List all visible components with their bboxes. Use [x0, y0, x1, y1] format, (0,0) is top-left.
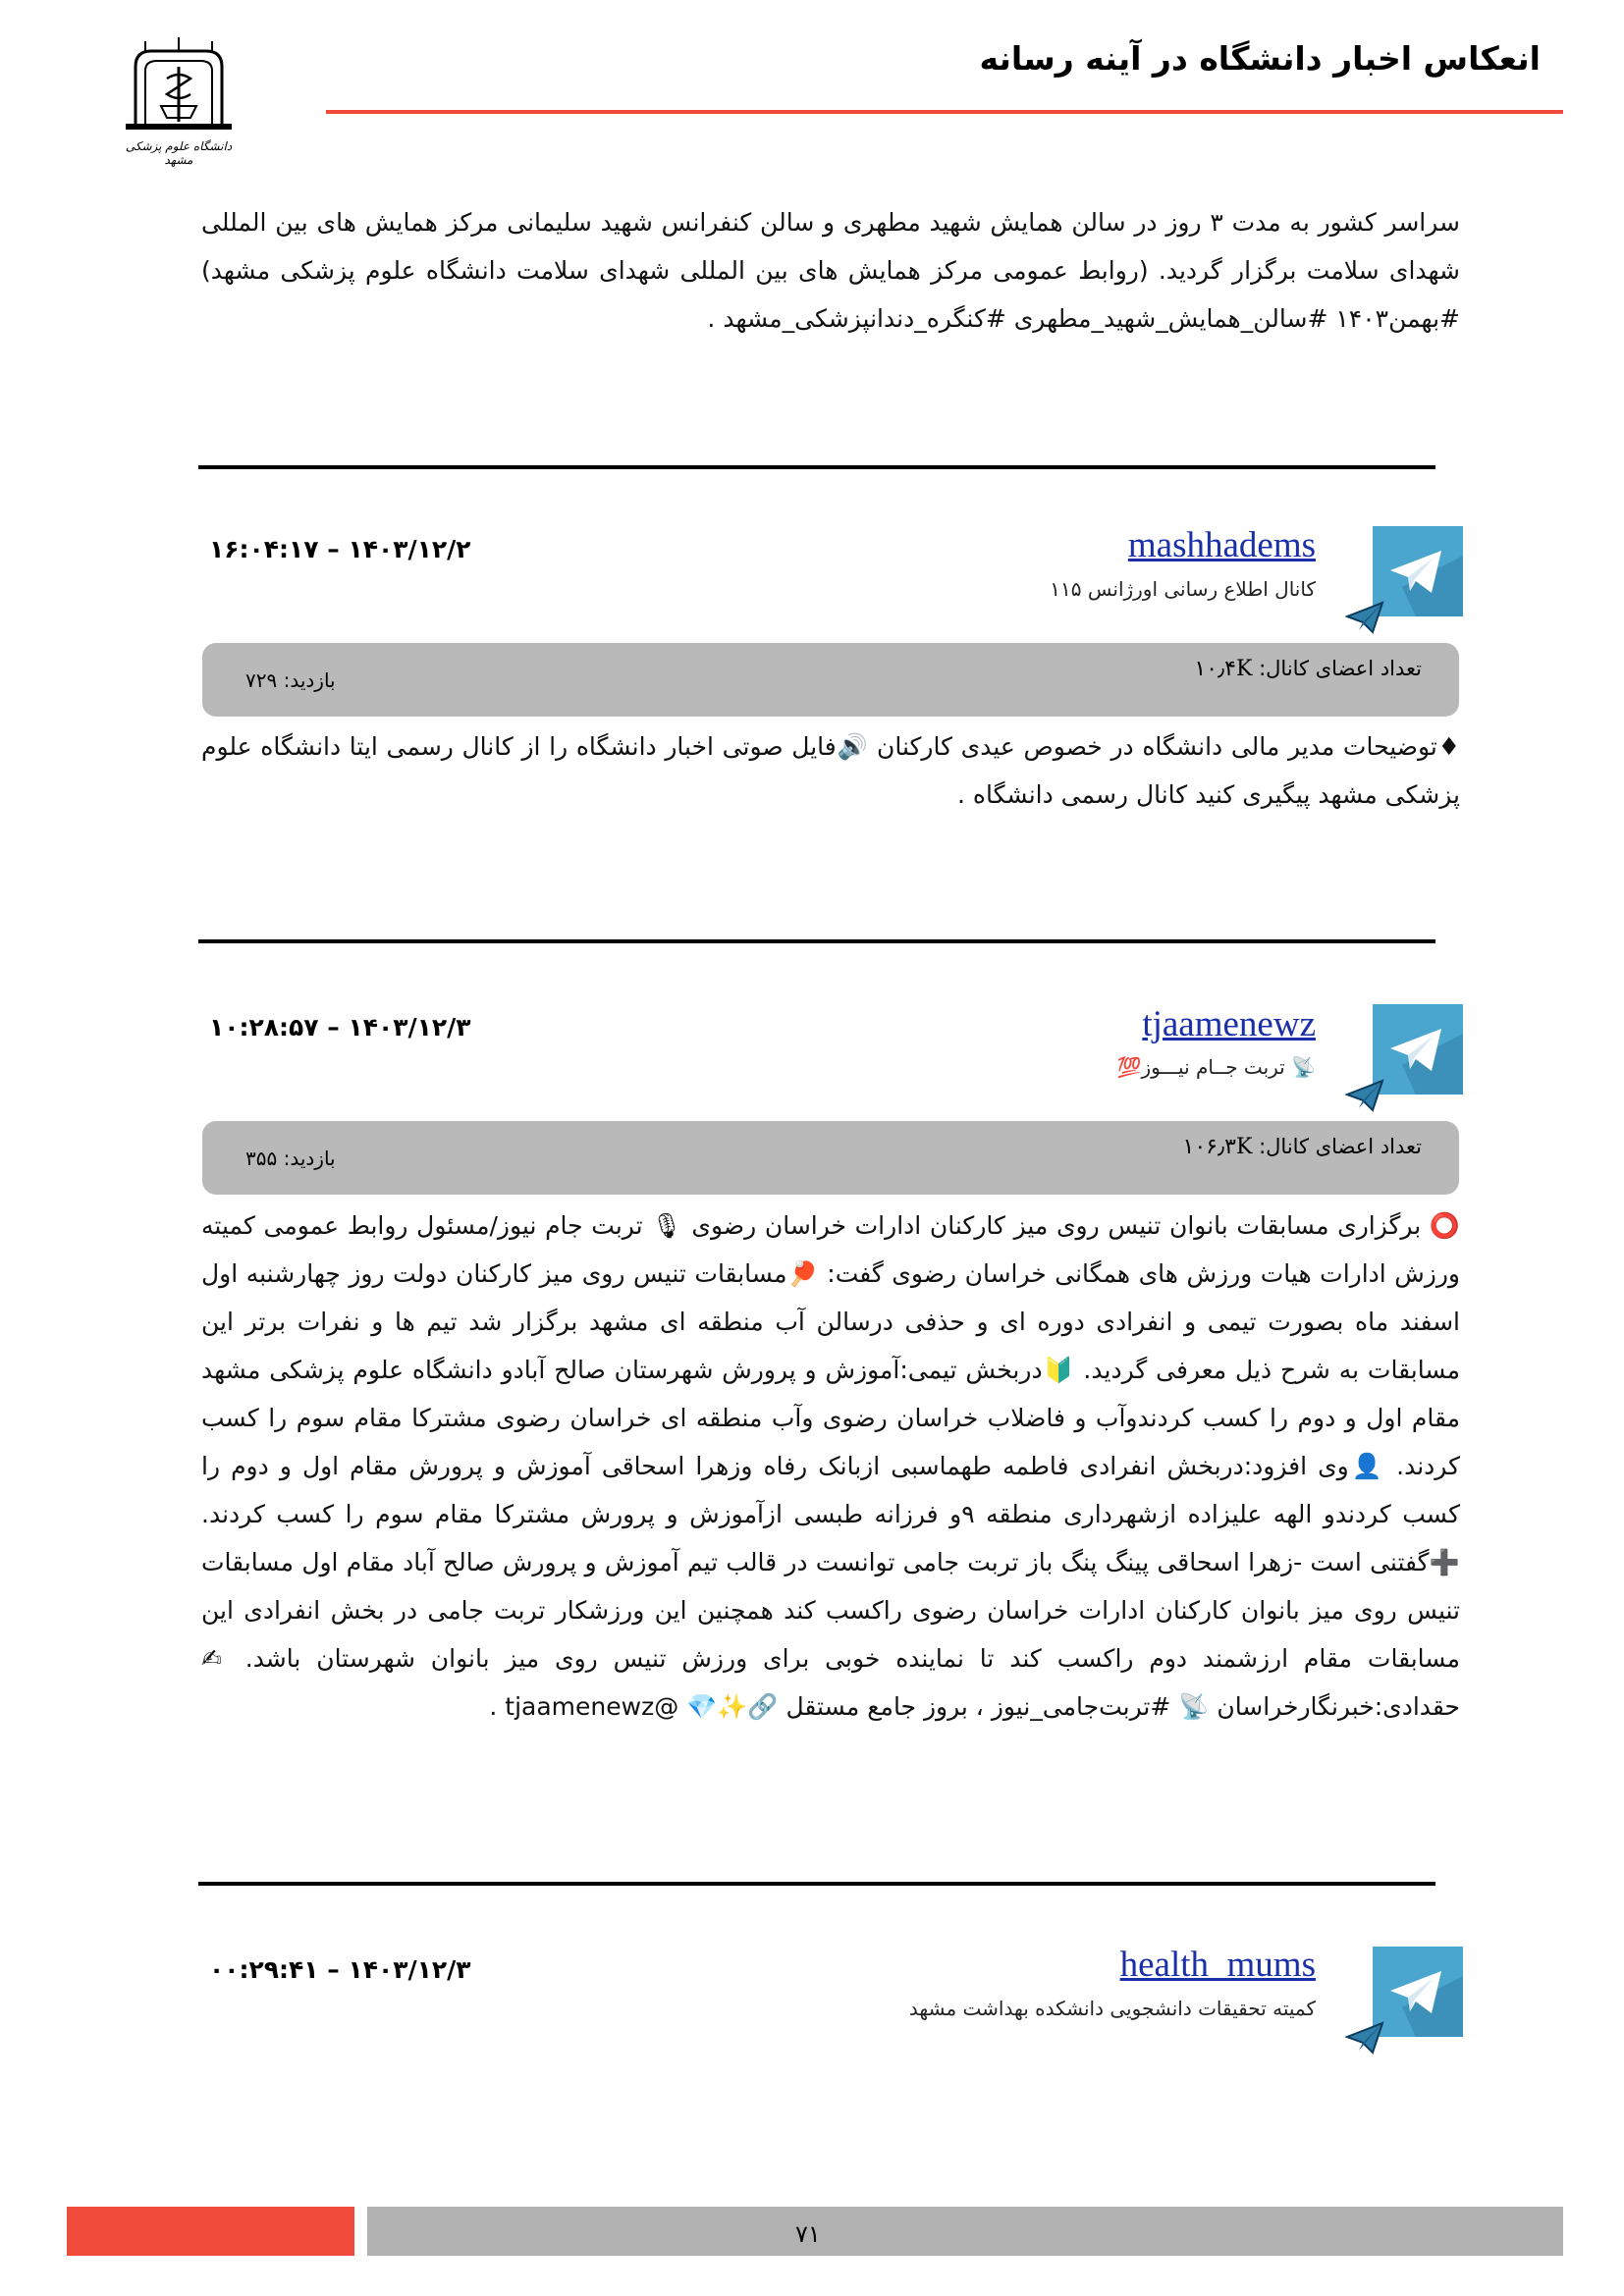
post-body: ♦توضیحات مدیر مالی دانشگاه در خصوص عیدی کارکنان 🔊فایل صوتی اخبار دانشگاه را از کانال رسمی ایتا دانشگاه علوم پزشکی مشهد پیگیری کنید کانال رسمی دانشگاه .	[201, 732, 1460, 809]
views-label: بازدید:	[277, 668, 336, 692]
telegram-icon	[1373, 526, 1463, 616]
post-timestamp: ۱۰:۲۸:۵۷ – ۱۴۰۳/۱۲/۳	[209, 1013, 471, 1041]
post-divider	[198, 939, 1435, 943]
channel-members	[1194, 657, 1422, 681]
members-label: تعداد اعضای کانال:	[1252, 1135, 1422, 1158]
logo-caption: دانشگاه علوم پزشکی مشهد	[125, 139, 233, 167]
channel-description: کانال اطلاع رسانی اورژانس ۱۱۵	[1050, 577, 1316, 601]
views-count: ۷۲۹	[245, 668, 278, 692]
paper-plane-icon	[1345, 2021, 1384, 2058]
footer-bar	[367, 2207, 1563, 2256]
members-count: ۱۰۶٫۳K	[1182, 1135, 1253, 1159]
telegram-icon	[1373, 1004, 1463, 1095]
post-views	[245, 668, 336, 692]
views-label: بازدید:	[277, 1147, 336, 1170]
views-count: ۳۵۵	[245, 1147, 278, 1170]
stats-bar	[202, 643, 1459, 717]
intro-paragraph: سراسر کشور به مدت ۳ روز در سالن همایش شهید مطهری و سالن کنفرانس شهید سلیمانی مرکز همایش های بین المللی شهدای سلامت برگزار گردید. (روابط عمومی مرکز همایش های بین المللی شهدای سلامت دانشگاه علوم پزشکی مشهد) #بهمن۱۴۰۳ #سالن_همایش_شهید_مطهری #کنگره_دندانپزشکی_مشهد .	[201, 208, 1460, 333]
stats-bar	[202, 1121, 1459, 1195]
post-divider	[198, 1882, 1435, 1886]
post-timestamp: ۰۰:۲۹:۴۱ – ۱۴۰۳/۱۲/۳	[209, 1955, 471, 1984]
channel-description: 📡 تربت جــام نیـــوز💯	[1116, 1055, 1316, 1079]
members-count: ۱۰٫۴K	[1194, 657, 1253, 681]
channel-name-link[interactable]: mashhadems	[1127, 525, 1316, 565]
channel-name-link[interactable]: health_mums	[1119, 1945, 1316, 1985]
channel-description: کمیته تحقیقات دانشجویی دانشکده بهداشت مشهد	[908, 1997, 1316, 2020]
members-label: تعداد اعضای کانال:	[1252, 657, 1422, 680]
post-body: ⭕ برگزاری مسابقات بانوان تنیس روی میز کارکنان ادارات خراسان رضوی 🎙 تربت جام نیوز/مسئول روابط عمومی کمیته ورزش ادارات هیات ورزش های همگانی خراسان رضوی گفت: 🏓مسابقات تنیس روی میز کارکنان دولت روز چهارشنبه اول اسفند ماه بصورت تیمی و انفرادی دوره ای و حذفی درسالن آب منطقه ای مشهد برگزار شد تیم ها و نفرات برتر این مسابقات به شرح ذیل معرفی گردید. 🔰دربخش تیمی:آموزش و پرورش شهرستان صالح آبادو دانشگاه علوم پزشکی مشهد مقام اول و دوم را کسب کردندوآب و فاضلاب خراسان رضوی وآب منطقه ای خراسان رضوی مشترکا مقام سوم را کسب کردند. 👤وی افزود:دربخش انفرادی فاطمه طهماسبی ازبانک رفاه وزهرا اسحاقی آموزش و پرورش مقام اول و دوم را کسب کردندو الهه علیزاده ازشهرداری منطقه ۹و فرزانه طبسی ازآموزش و پرورش مشترکا مقام سوم را کسب کردند. ➕گفتنی است -زهرا اسحاقی پینگ پنگ باز تربت جامی توانست در قالب تیم آموزش و پرورش صالح آباد مقام اول مسابقات تنیس روی میز بانوان کارکنان ادارات خراسان رضوی راکسب کند همچنین این ورزشکار تربت جامی در بخش انفرادی این مسابقات مقام ارزشمند دوم راکسب کند تا نماینده خوبی برای ورزش تنیس روی میز بانوان شهرستان باشد. ✍حقدادی:خبرنگارخراسان 📡 #تربت‌جامی_نیوز ، بروز جامع مستقل 🔗✨💎 @tjaamenewz .	[201, 1211, 1460, 1721]
paper-plane-icon	[1345, 1079, 1384, 1116]
post-timestamp: ۱۶:۰۴:۱۷ – ۱۴۰۳/۱۲/۲	[209, 535, 471, 563]
header-divider	[326, 110, 1563, 114]
footer-accent-bar	[67, 2207, 354, 2256]
post-views	[245, 1147, 336, 1170]
post-divider	[198, 465, 1435, 469]
page-header-title: انعکاس اخبار دانشگاه در آینه رسانه	[979, 39, 1541, 78]
channel-members	[1183, 1135, 1422, 1159]
page-number: ۷۱	[795, 2220, 821, 2248]
telegram-icon	[1373, 1947, 1463, 2037]
paper-plane-icon	[1345, 601, 1384, 638]
channel-name-link[interactable]: tjaamenewz	[1142, 1004, 1316, 1044]
